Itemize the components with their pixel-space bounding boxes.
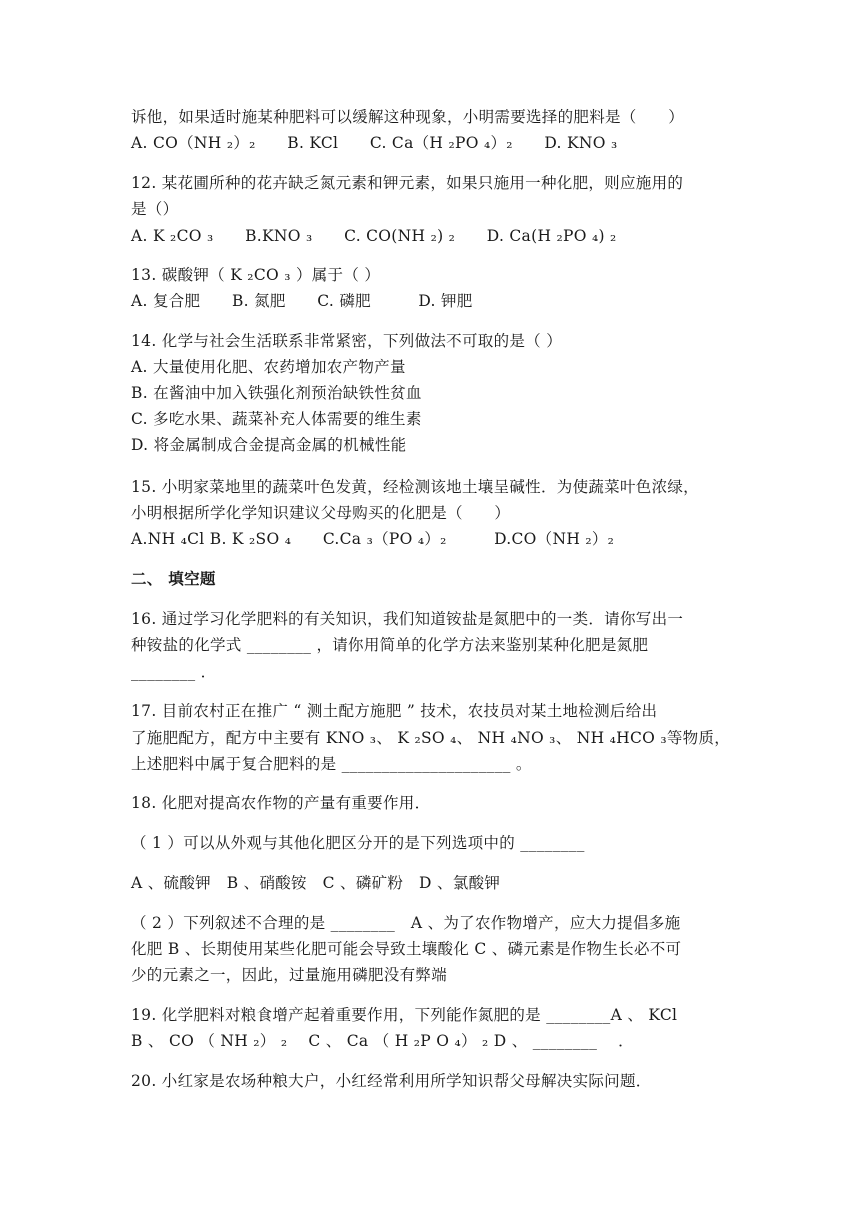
option-line: B. 在酱油中加入铁强化剂预治缺铁性贫血 — [131, 384, 422, 402]
question-14: 14. 化学与社会生活联系非常紧密，下列做法不可取的是（ ） — [131, 332, 563, 350]
text-line: 化肥 B 、长期使用某些化肥可能会导致土壤酸化 C 、磷元素是作物生长必不可 — [131, 940, 682, 958]
option-line: A. 大量使用化肥、农药增加农产物产量 — [131, 358, 406, 376]
question-15: 15. 小明家菜地里的蔬菜叶色发黄，经检测该地土壤呈碱性．为使蔬菜叶色浓绿， — [131, 478, 699, 496]
text-line: 了施肥配方，配方中主要有 KNO ₃、 K ₂SO ₄、 NH ₄NO ₃、 NH ₄HCO ₃等物质， — [131, 729, 731, 747]
option-line: A. 复合肥 B. 氮肥 C. 磷肥 D. 钾肥 — [131, 292, 473, 310]
question-16: 16. 通过学习化学肥料的有关知识，我们知道铵盐是氮肥中的一类．请你写出一 — [131, 610, 684, 628]
text-line: 是（） — [131, 200, 179, 218]
option-line: A 、硫酸钾 B 、硝酸铵 C 、磷矿粉 D 、氯酸钾 — [131, 874, 501, 892]
question-18: 18. 化肥对提高农作物的产量有重要作用． — [131, 794, 431, 812]
text-line: 诉他，如果适时施某种肥料可以缓解这种现象，小明需要选择的肥料是（ ） — [131, 108, 685, 126]
sub-question: （ 2 ）下列叙述不合理的是 ________ A 、为了农作物增产，应大力提倡多施 — [131, 914, 681, 932]
question-13: 13. 碳酸钾（ K ₂CO ₃ ）属于（ ） — [131, 266, 381, 284]
question-20: 20. 小红家是农场种粮大户，小红经常利用所学知识帮父母解决实际问题． — [131, 1072, 652, 1090]
text-line: ________ ． — [131, 663, 217, 681]
option-line: D. 将金属制成合金提高金属的机械性能 — [131, 436, 407, 454]
option-line: A. CO（NH ₂）₂ B. KCl C. Ca（H ₂PO ₄）₂ D. KNO ₃ — [131, 134, 618, 152]
question-19: 19. 化学肥料对粮食增产起着重要作用，下列能作氮肥的是 ________A 、 KCl — [131, 1006, 678, 1024]
section-heading: 二、 填空题 — [131, 569, 216, 588]
text-line: 种铵盐的化学式 ________ ，请你用简单的化学方法来鉴别某种化肥是氮肥 — [131, 636, 649, 654]
option-line: C. 多吃水果、蔬菜补充人体需要的维生素 — [131, 410, 422, 428]
option-line: A. K ₂CO ₃ B.KNO ₃ C. CO(NH ₂) ₂ D. Ca(H ₂PO ₄) ₂ — [131, 227, 617, 245]
question-17: 17. 目前农村正在推广 “ 测土配方施肥 ” 技术，农技员对某土地检测后给出 — [131, 702, 658, 720]
text-line: 小明根据所学化学知识建议父母购买的化肥是（ ） — [131, 504, 511, 522]
option-line: A.NH ₄Cl B. K ₂SO ₄ C.Ca ₃（PO ₄）₂ D.CO（NH ₂）₂ — [131, 530, 615, 548]
question-12: 12. 某花圃所种的花卉缺乏氮元素和钾元素，如果只施用一种化肥，则应施用的 — [131, 174, 684, 192]
text-line: 上述肥料中属于复合肥料的是 _____________________ 。 — [131, 755, 532, 773]
sub-question: （ 1 ）可以从外观与其他化肥区分开的是下列选项中的 ________ — [131, 834, 585, 852]
text-line: 少的元素之一，因此，过量施用磷肥没有弊端 — [131, 966, 448, 984]
option-line: B 、 CO （ NH ₂） ₂ C 、 Ca （ H ₂P O ₄） ₂ D 、 ________ ． — [131, 1032, 634, 1050]
